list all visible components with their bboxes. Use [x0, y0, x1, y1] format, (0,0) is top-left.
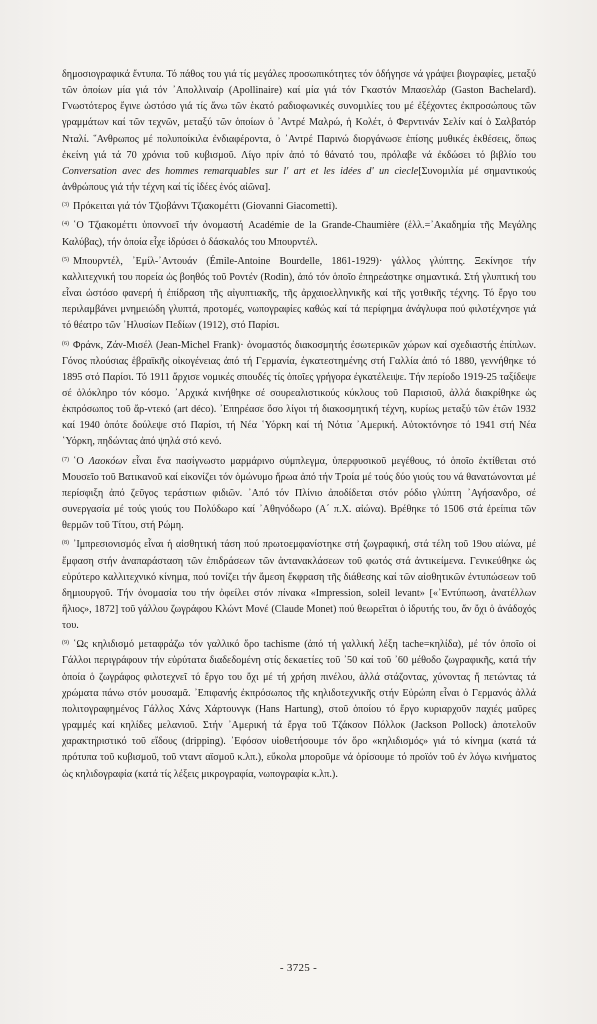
footnote-text: ῾Ως κηλιδισμό μεταφράζω τόν γαλλικό ὅρο tachisme (ἀπό τή γαλλική λέξη tache=κηλίδα), μέ τόν ὁποῖο οἱ Γάλλοι περιγράφουν τήν εὐρύτατα διαδεδομένη στίς δεκαετίες τοῦ ᾿50 καί τοῦ ᾿60 μέθοδο ζωγραφικῆς, κατά τήν ὁποία ὁ ζωγράφος φιλοτεχνεῖ τό ἔργο του ὄχι μέ τή χρήση πινέλου, ἀλλά στάζοντας, χύνοντας ἤ πετώντας τά χρώματα πάνω στόν μουσαμᾶ. ᾿Επιφανής ἐκπρόσωπος τῆς κηλιδοτεχνικῆς στήν Εὐρώπη εἶναι ὁ Γερμανός ἀλλά πολιτογραφημένος Γάλλος Χάνς Χάρτουνγκ (Hans Hartung), στοῦ ὁποίου τό ἔργο κυριαρχοῦν παχιές μαῦρες γραμμές καί κηλίδες μελανιοῦ. Στήν ᾿Αμερική τά ἔργα τοῦ Τζάκσον Πόλλοκ (Jackson Pollock) ἀποτελοῦν χαρακτηριστικό τοῦ εἴδους (dripping). ᾿Εφόσον υἱοθετήσουμε τόν ὅρο «κηλιδισμός» γιά τό κίνημα (κατά τά πρότυπα τοῦ κυβισμοῦ, τοῦ νταντ αϊσμοῦ κ.λπ.), εὔκολα μποροῦμε νά ὁρίσουμε τό προϊόν τοῦ ἐν λόγω κινήματος ὡς κηλιδογραφία (κατά τίς λέξεις μικρογραφία, νωπογραφία κ.λπ.). — [62, 639, 536, 780]
intro-tail: [Συνομιλία μέ σημαντικούς ἀνθρώπους γιά τήν τέχνη καί τίς ἰδέες ἑνός αἰῶνα]. — [62, 165, 537, 194]
footnote-marker: (6) — [62, 340, 69, 347]
footnote-marker: (8) — [62, 540, 69, 547]
footnote-text: ᾿Ιμπρεσιονισμός εἶναι ἡ αἰσθητική τάση πού πρωτοεμφανίστηκε στή ζωγραφική, στά τέλη τοῦ 19ου αἰώνα, μέ ἔμφαση στήν ἀναπαράσταση τῶν ἐπιδράσεων τῶν ἀντανακλάσεων τοῦ φωτός στά ἀντικείμενα. Γενικεύθηκε ὡς εὐρύτερο καλλιτεχνικό κίνημα, πού τονίζει τήν ἄμεση ἔκφραση τῆς διάθεσης καί τῶν αἰσθητικῶν ἐντυπώσεων τοῦ δημιουργοῦ. Τήν ὀνομασία του τήν ὀφείλει στόν πίνακα «Impression, soleil levant» [«᾿Εντύπωση, ἀνατέλλων ἥλιος», 1872] τοῦ γάλλου ζωγράφου Κλώντ Μονέ (Claude Monet) πού θεωρεῖται ὁ ἱδρυτής του, ἄν ὄχι ὁ ἀνάδοχός του. — [62, 539, 536, 632]
footnote-7 — [62, 452, 536, 535]
footnote-marker: (9) — [62, 640, 69, 647]
page-text-block — [62, 67, 536, 783]
footnote-text: Πρόκειται γιά τόν Τζιοβάννι Τζιακομέττι (Giovanni Giacometti). — [73, 201, 338, 213]
intro-text: δημοσιογραφικά ἔντυπα. Τό πάθος του γιά τίς μεγάλες προσωπικότητες τόν ὁδήγησε νά γράψει βιογραφίες, μεταξύ τῶν ὁποίων μία γιά τόν ᾿Απολλιναίρ (Apollinaire) καί μία γιά τόν Γκαστόν Μπασελάρ (Gaston Bachelard). Γνωστότερος ἔγινε ὡστόσο γιά τίς ἄνω τῶν ἑκατό ραδιοφωνικές συνομιλίες του μέ ἐξέχοντες ἐκπροσώπους τῶν γραμμάτων καί τῶν τεχνῶν, μεταξύ τῶν ὁποίων ὁ ᾿Αντρέ Μαλρώ, ἡ Κολέτ, ὁ Φερντινάν Σελίν καί ὁ Σαλβατόρ Νταλί. ῞Ανθρωπος μέ πολυποίκιλα ἐνδιαφέροντα, ὁ ᾿Αντρέ Παρινώ διοργάνωσε ἐπίσης μυθικές ἐκθέσεις, ὅπως ἐκείνη γιά τά 70 χρόνια τοῦ κυβισμοῦ. Λίγο πρίν ἀπό τό θάνατό του, πρόλαβε νά ἐκδώσει τό βιβλίο του — [62, 69, 536, 161]
page-number: - 3725 - — [279, 962, 318, 974]
intro-paragraph — [62, 67, 536, 196]
footnote-marker: (4) — [62, 221, 69, 228]
footnote-text: Μπουρντέλ, ᾿Εμίλ-᾿Αντουάν (Émile-Antoine Bourdelle, 1861-1929)· γάλλος γλύπτης. Ξεκίνησε τήν καλλιτεχνική του πορεία ὡς βοηθός τοῦ Ροντέν (Rodin), ἀπό τόν ὁποῖο ἐπηρεάστηκε σημαντικά. Στή γλυπτική του εἶναι ὡστόσο φανερή ἡ ἐπίδραση τῆς αἰγυπτιακῆς, τῆς ἀρχαιοελληνικῆς καί τῆς γοτθικῆς τέχνης. Τό ἔργο του περιλαμβάνει μνημειώδη γλυπτά, προτομές, νωπογραφίες καθώς καί τά περίφημα ἀνάγλυφα πού φιλοτέχνησε γιά τό θέατρο τῶν ᾿Ηλυσίων Πεδίων (1912), στό Παρίσι. — [62, 255, 536, 332]
footnote-text: ῾Ο Τζιακομέττι ὑποννοεῖ τήν ὀνομαστή Académie de la Grande-Chaumière (ἑλλ.=᾿Ακαδημία τῆς Μεγάλης Καλύβας), τήν ὁποία εἶχε ἱδρύσει ὁ δάσκαλός του Μπουρντέλ. — [62, 220, 536, 248]
footnote-5 — [62, 252, 536, 335]
footnote-italic-term: Λαοκόων — [88, 455, 128, 467]
footnote-4 — [62, 216, 536, 250]
footnote-3 — [62, 197, 536, 215]
footnote-8 — [62, 535, 536, 634]
footnote-6 — [62, 336, 536, 451]
footnote-lead: ῾Ο — [73, 455, 89, 467]
footnote-9 — [62, 635, 536, 782]
footnote-marker: (5) — [62, 256, 69, 263]
book-title: Conversation avec des hommes remarquables sur l' art et les idées d' un cìecle — [62, 165, 419, 177]
footnote-text: Φράνκ, Ζάν-Μισέλ (Jean-Michel Frank)· ὀνομαστός διακοσμητής ἐσωτερικῶν χώρων καί σχεδιαστής ἐπίπλων. Γόνος πλούσιας ἑβραϊκῆς οἰκογένειας ἀπό τή Γερμανία, ἐγκατεστημένης στή Γαλλία ἀπό τό 1880, γεννήθηκε τό 1895 στό Παρίσι. Τό 1911 ἄρχισε νομικές σπουδές τίς ὁποῖες γρήγορα ἐγκατέλειψε. Τήν περίοδο 1919-25 ταξίδεψε σέ ὁλόκληρο τόν κόσμο. ᾿Αρχικά κινήθηκε σέ σουρεαλιστικούς κύκλους τοῦ Παρισιοῦ, ἀλλά διακρίθηκε ὡς ἐκπρόσωπος τοῦ ἄρ-ντεκό (art déco). ᾿Επηρέασε ὅσο λίγοι τή διακοσμητική τέχνη, κυρίως μεταξύ τῶν ἐτῶν 1932 καί 1940 ὁπότε δούλεψε στό Παρίσι, τή Νέα ῾Υόρκη καί τή Νότια ᾿Αμερική. Αὐτοκτόνησε τό 1941 στή Νέα ῾Υόρκη, πηδώντας ἀπό ψηλά στό κενό. — [62, 339, 536, 448]
footnote-marker: (3) — [62, 202, 69, 209]
footnote-marker: (7) — [62, 456, 69, 463]
footnote-text: εἶναι ἕνα πασίγνωστο μαρμάρινο σύμπλεγμα, ὑπερφυσικοῦ μεγέθους, τό ὁποῖο ἐκτίθεται στό Μουσεῖο τοῦ Βατικανοῦ καί εἰκονίζει τόν ὁμώνυμο ἥρωα ἀπό τήν Τροία μέ τούς δύο γιούς του νά θανατώνονται μέ περίσφιξη ἀπό ζεῦγος τεράστιων φιδιῶν. ᾿Από τόν Πλίνιο ἀποδίδεται στόν ρόδιο γλύπτη ᾿Αγήσανδρο, σέ συνεργασία μέ τούς γιούς του Πολύδωρο καί ᾿Αθηνόδωρο (Α΄ π.Χ. αἰώνα). Βρέθηκε τό 1506 στά ἐρείπια τῶν θερμῶν τοῦ Τίτου, στή Ρώμη. — [62, 455, 537, 532]
